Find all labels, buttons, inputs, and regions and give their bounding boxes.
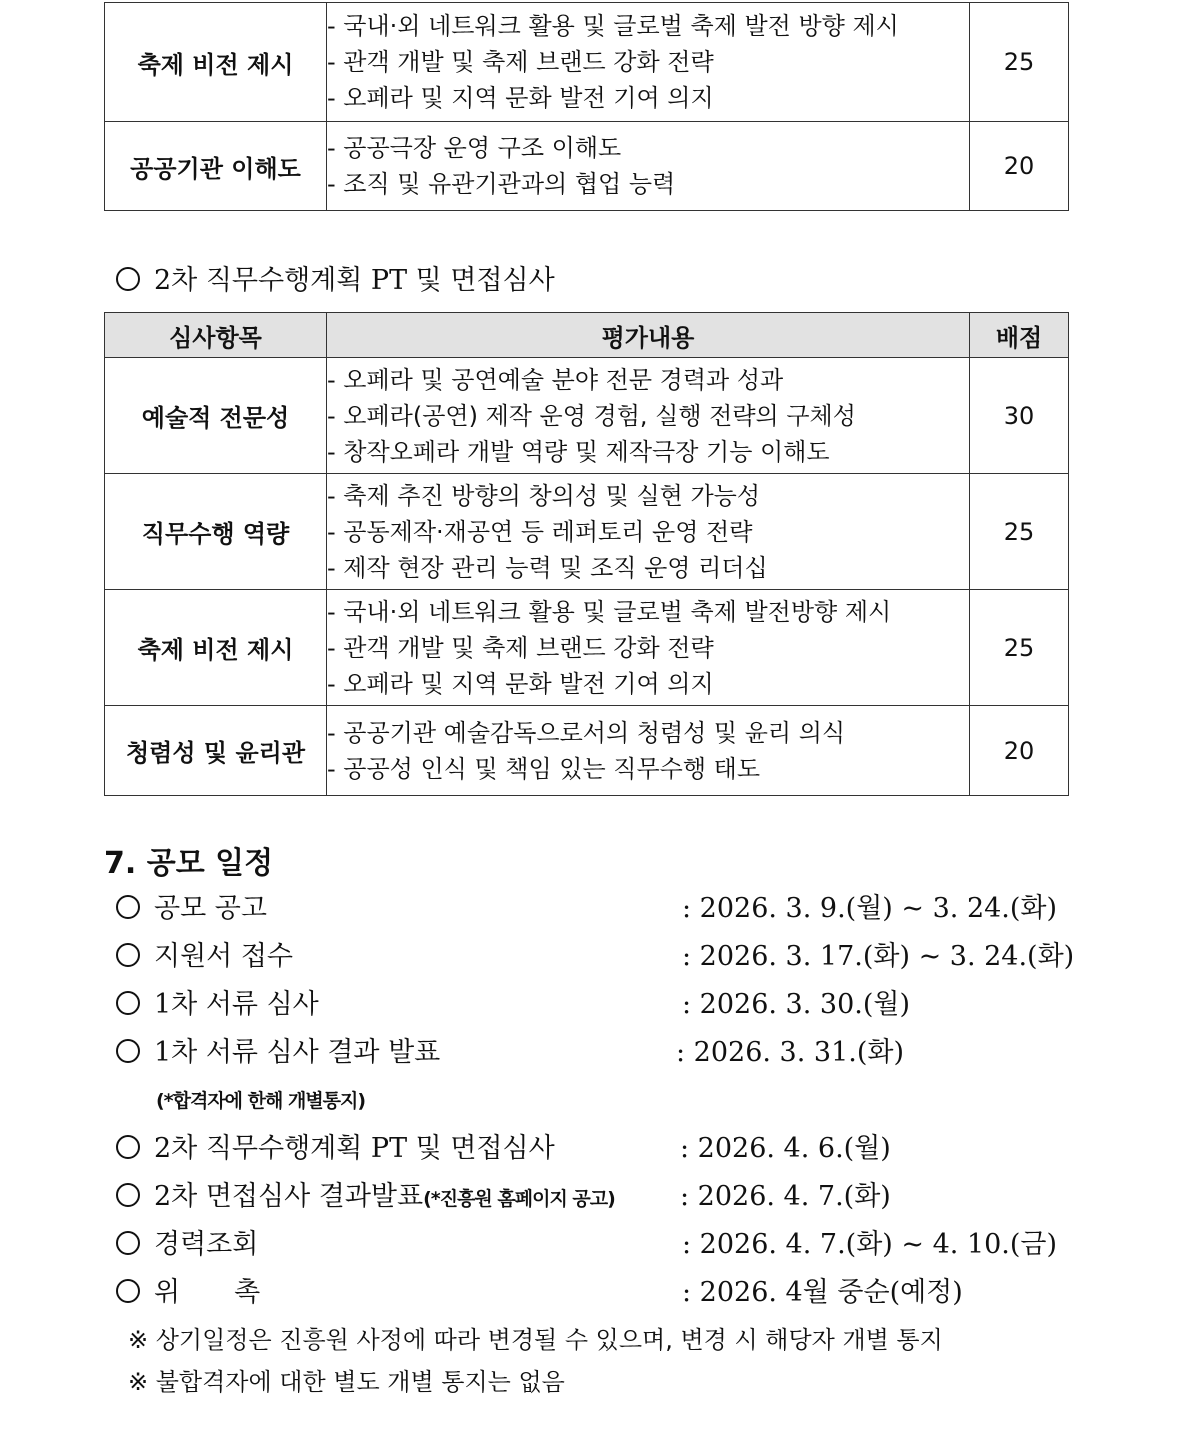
section-title-schedule: 7. 공모 일정 (104, 846, 274, 881)
evaluation-table-2 (104, 312, 1069, 796)
eval-score: 25 (970, 474, 1069, 590)
eval-line: - 국내·외 네트워크 활용 및 글로벌 축제 발전 방향 제시 (327, 12, 899, 40)
circle-bullet-icon (116, 1231, 140, 1255)
eval-line: - 오페라 및 공연예술 분야 전문 경력과 성과 (327, 365, 784, 394)
table-row (105, 706, 1069, 796)
schedule-label: 1차 서류 심사 (154, 989, 319, 1020)
table-row (105, 590, 1069, 706)
eval-score: 25 (970, 3, 1069, 122)
eval-score: 30 (970, 358, 1069, 474)
eval-item: 축제 비전 제시 (105, 3, 327, 122)
column-header: 평가내용 (327, 313, 970, 358)
eval-item: 청렴성 및 윤리관 (105, 706, 327, 796)
schedule-date: : 2026. 3. 30.(월) (682, 989, 910, 1020)
eval-line: - 공동제작·재공연 등 레퍼토리 운영 전략 (327, 517, 753, 546)
schedule-inline-note: (*진흥원 홈페이지 공고) (423, 1188, 615, 1210)
schedule-label: 1차 서류 심사 결과 발표 (154, 1037, 441, 1068)
table-row (105, 122, 1069, 211)
circle-bullet-icon (116, 1279, 140, 1303)
eval-line: - 공공기관 예술감독으로서의 청렴성 및 윤리 의식 (327, 718, 846, 747)
footnote: ※ 불합격자에 대한 별도 개별 통지는 없음 (128, 1368, 565, 1396)
schedule-label: 위 촉 (154, 1277, 261, 1308)
table-row (105, 3, 1069, 122)
eval-line: - 공공극장 운영 구조 이해도 (327, 134, 622, 162)
eval-content (327, 358, 970, 474)
circle-bullet-icon (116, 267, 140, 291)
column-header: 배점 (970, 313, 1069, 358)
eval-score: 20 (970, 706, 1069, 796)
eval-line: - 국내·외 네트워크 활용 및 글로벌 축제 발전방향 제시 (327, 597, 892, 626)
eval-line: - 제작 현장 관리 능력 및 조직 운영 리더십 (327, 553, 768, 582)
schedule-item (116, 1174, 615, 1213)
schedule-date: : 2026. 3. 17.(화) ~ 3. 24.(화) (682, 941, 1075, 972)
eval-line: - 오페라 및 지역 문화 발전 기여 의지 (327, 669, 714, 698)
circle-bullet-icon (116, 1183, 140, 1207)
table-row (105, 474, 1069, 590)
schedule-date: : 2026. 4. 7.(화) (680, 1181, 891, 1212)
schedule-item (116, 886, 267, 925)
evaluation-table-1 (104, 2, 1069, 211)
schedule-date: : 2026. 3. 9.(월) ~ 3. 24.(화) (682, 893, 1058, 924)
eval-content (327, 706, 970, 796)
section-heading-text: 2차 직무수행계획 PT 및 면접심사 (154, 265, 555, 296)
schedule-label: 2차 직무수행계획 PT 및 면접심사 (154, 1133, 555, 1164)
schedule-date: : 2026. 4월 중순(예정) (682, 1277, 963, 1308)
eval-line: - 관객 개발 및 축제 브랜드 강화 전략 (327, 633, 714, 662)
schedule-item (116, 934, 293, 973)
circle-bullet-icon (116, 1135, 140, 1159)
eval-line: - 축제 추진 방향의 창의성 및 실현 가능성 (327, 481, 761, 510)
schedule-date: : 2026. 4. 6.(월) (680, 1133, 891, 1164)
eval-content (327, 122, 970, 211)
circle-bullet-icon (116, 895, 140, 919)
schedule-item (116, 982, 319, 1021)
eval-line: - 창작오페라 개발 역량 및 제작극장 기능 이해도 (327, 437, 830, 466)
schedule-label: 지원서 접수 (154, 941, 293, 972)
eval-score: 20 (970, 122, 1069, 211)
eval-line: - 조직 및 유관기관과의 협업 능력 (327, 170, 676, 198)
eval-item: 예술적 전문성 (105, 358, 327, 474)
eval-content (327, 3, 970, 122)
eval-score: 25 (970, 590, 1069, 706)
eval-line: - 오페라(공연) 제작 운영 경험, 실행 전략의 구체성 (327, 401, 856, 430)
schedule-date: : 2026. 3. 31.(화) (676, 1037, 904, 1068)
schedule-date: : 2026. 4. 7.(화) ~ 4. 10.(금) (682, 1229, 1058, 1260)
column-header: 심사항목 (105, 313, 327, 358)
eval-line: - 공공성 인식 및 책임 있는 직무수행 태도 (327, 754, 761, 783)
circle-bullet-icon (116, 991, 140, 1015)
table-header-row (105, 313, 1069, 358)
eval-content (327, 590, 970, 706)
circle-bullet-icon (116, 1039, 140, 1063)
schedule-item (116, 1126, 555, 1165)
schedule-item (116, 1222, 258, 1261)
eval-content (327, 474, 970, 590)
eval-line: - 오페라 및 지역 문화 발전 기여 의지 (327, 84, 714, 112)
schedule-label: 공모 공고 (154, 893, 267, 924)
footnote: ※ 상기일정은 진흥원 사정에 따라 변경될 수 있으며, 변경 시 해당자 개별 통지 (128, 1326, 943, 1354)
result-note: (*합격자에 한해 개별통지) (156, 1090, 366, 1112)
eval-item: 공공기관 이해도 (105, 122, 327, 211)
circle-bullet-icon (116, 943, 140, 967)
eval-item: 축제 비전 제시 (105, 590, 327, 706)
schedule-item (116, 1030, 440, 1069)
eval-item: 직무수행 역량 (105, 474, 327, 590)
schedule-label: 경력조회 (154, 1229, 259, 1260)
schedule-label: 2차 면접심사 결과발표 (154, 1181, 424, 1212)
section-heading-2nd-review (116, 258, 555, 297)
schedule-item (116, 1270, 260, 1309)
table-row (105, 358, 1069, 474)
eval-line: - 관객 개발 및 축제 브랜드 강화 전략 (327, 48, 714, 76)
